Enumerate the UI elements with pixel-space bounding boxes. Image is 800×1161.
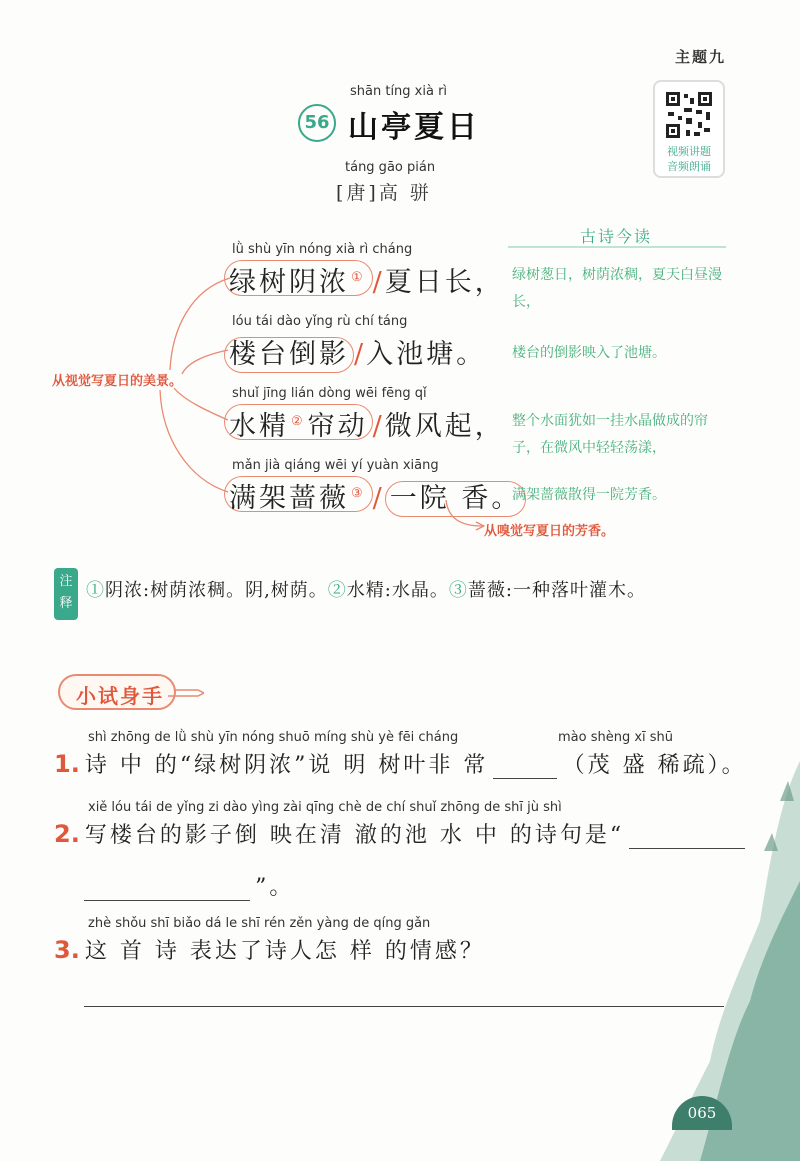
poem-line-4-phrase: 满架蔷薇 <box>229 483 349 514</box>
poem-line-2 <box>224 332 486 373</box>
note-marker: ② <box>291 414 306 429</box>
q3-pinyin: zhè shǒu shī biǎo dá le shī rén zěn yàng de qíng gǎn <box>88 916 431 931</box>
modern-reading-title: 古诗今读 <box>580 227 653 246</box>
q2-number: 2. <box>54 820 80 848</box>
q1-options-pinyin: mào shèng xī shū <box>558 730 674 745</box>
poem-number: 56 <box>298 104 336 142</box>
poem-title: 山亭夏日 <box>348 110 480 145</box>
practice-header <box>58 674 176 710</box>
mountain-illustration <box>660 741 800 1161</box>
modern-line-4: 满架蔷薇散得一院芳香。 <box>512 487 666 503</box>
note-2: 水精:水晶。 <box>346 580 449 601</box>
poem-line-1-phrase: 绿树阴浓 <box>229 267 349 298</box>
pause-slash: / <box>372 411 385 442</box>
annotation-smell: 从嗅觉写夏日的芳香。 <box>484 524 615 539</box>
modern-line-1: 绿树葱日，树荫浓稠，夏天白昼漫长， <box>512 267 722 310</box>
qr-caption-audio: 音频朗诵 <box>667 160 711 173</box>
qr-code-icon <box>664 90 714 140</box>
highlight-oval <box>224 476 373 512</box>
q1-blank[interactable] <box>493 757 557 779</box>
q1-number: 1. <box>54 750 80 778</box>
page-number: 065 <box>672 1096 732 1130</box>
note-3: 蔷薇:一种落叶灌木。 <box>467 580 646 601</box>
question-2-cont <box>84 870 294 901</box>
notes-badge: 注释 <box>54 568 78 620</box>
q2-text: 写楼台的影子倒 映在清 澈的池 水 中 的诗句是“ <box>84 823 625 848</box>
poem-line-2-pinyin: lóu tái dào yǐng rù chí táng <box>232 314 408 329</box>
q1-options: （茂 盛 稀疏）。 <box>562 753 747 778</box>
poem-line-3-rest: 微风起， <box>384 411 505 442</box>
poem-line-3-phrase: 水精 <box>229 411 289 442</box>
question-3 <box>54 934 485 965</box>
q2-pinyin: xiě lóu tái de yǐng zi dào yìng zài qīng chè de chí shuǐ zhōng de shī jù shì <box>88 800 562 815</box>
pause-slash: / <box>372 267 385 298</box>
note-2-marker: ② <box>327 580 347 601</box>
poem-line-4-rest: 一院 香。 <box>389 483 522 514</box>
modern-reading-header <box>508 222 726 250</box>
modern-line-3: 整个水面犹如一挂水晶做成的帘子，在微风中轻轻荡漾， <box>512 413 708 456</box>
poem-line-2-phrase: 楼台倒影 <box>229 339 349 370</box>
note-marker: ③ <box>351 486 366 501</box>
note-marker: ① <box>351 270 366 285</box>
poem-line-1 <box>224 260 505 299</box>
q3-answer-line[interactable] <box>84 1006 724 1007</box>
pause-slash: / <box>354 339 367 370</box>
highlight-oval <box>224 260 373 296</box>
q3-text: 这 首 诗 表达了诗人怎 样 的情感？ <box>84 939 485 964</box>
note-3-marker: ③ <box>448 580 468 601</box>
poem-line-3-pinyin: shuǐ jīng lián dòng wēi fēng qǐ <box>232 386 427 401</box>
qr-caption <box>655 144 723 174</box>
poem-author: [唐]高 骈 <box>336 182 432 204</box>
modern-line-2: 楼台的倒影映入了池塘。 <box>512 345 666 361</box>
poem-line-3-phrase-b: 帘动 <box>307 411 368 442</box>
annotation-visual: 从视觉写夏日的美景。 <box>52 374 183 389</box>
annotation-arrows <box>150 270 240 510</box>
note-1: 阴浓:树荫浓稠。阴,树荫。 <box>105 580 328 601</box>
qr-code-box[interactable] <box>653 80 725 178</box>
highlight-oval <box>224 337 354 373</box>
pen-icon <box>168 688 204 698</box>
q1-pinyin: shì zhōng de lǜ shù yīn nóng shuō míng shù yè fēi cháng <box>88 730 459 745</box>
theme-label: 主题九 <box>674 48 726 66</box>
annotation-arrow-bottom <box>440 498 490 534</box>
practice-title: 小试身手 <box>76 684 164 708</box>
notes-text <box>86 576 646 602</box>
qr-caption-video: 视频讲题 <box>667 145 711 158</box>
poem-line-3 <box>224 404 505 443</box>
poem-line-1-rest: 夏日长， <box>384 267 505 298</box>
poem-line-1-pinyin: lǜ shù yīn nóng xià rì cháng <box>232 242 413 257</box>
question-2 <box>54 818 745 849</box>
pause-slash: / <box>372 483 385 514</box>
author-pinyin: táng gāo pián <box>345 160 436 175</box>
poem-line-4-pinyin: mǎn jià qiáng wēi yí yuàn xiāng <box>232 458 439 473</box>
q2-blank-2[interactable] <box>84 879 250 901</box>
highlight-oval <box>224 404 373 440</box>
title-pinyin: shān tíng xià rì <box>350 84 448 99</box>
question-1 <box>54 748 747 779</box>
q2-close-quote: ”。 <box>255 875 295 900</box>
poem-line-2-rest: 入池塘。 <box>366 339 487 370</box>
divider <box>508 246 726 248</box>
q1-text: 诗 中 的“绿树阴浓”说 明 树叶非 常 <box>84 753 489 778</box>
q3-number: 3. <box>54 936 80 964</box>
note-1-marker: ① <box>86 580 105 601</box>
